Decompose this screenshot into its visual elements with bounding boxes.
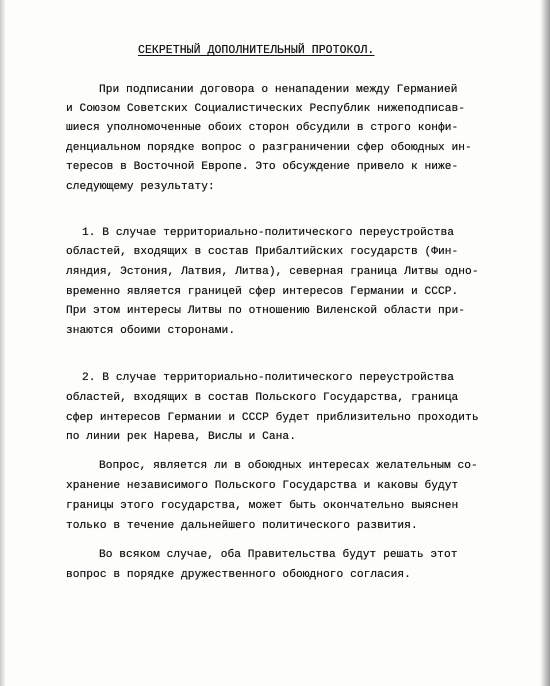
text-line: Во всяком случае, оба Правительства будут решать этот [99, 549, 458, 561]
text-line: вопрос в порядке дружественного обоюдного согласия. [66, 569, 411, 581]
text-line: областей, входящих в состав Польского Государства, граница [66, 392, 459, 404]
text-line: При подписании договора о ненападении между Германией [99, 84, 458, 96]
text-line: денциальном порядке вопрос о разграничении сфер обоюдных ин- [66, 142, 472, 154]
text-line: по линии рек Нарева, Вислы и Сана. [66, 431, 296, 443]
text-line: Вопрос, является ли в обоюдных интересах желательным со- [99, 460, 478, 472]
text-line: шиеся уполномоченные обоих сторон обсудили в строго конфи- [66, 122, 459, 134]
text-line: следующему результату: [66, 181, 215, 193]
text-line: При этом интересы Литвы по отношению Виленской области при- [66, 305, 466, 317]
document-title: СЕКРЕТНЫЙ ДОПОЛНИТЕЛЬНЫЙ ПРОТОКОЛ. [138, 44, 375, 57]
text-line: границы этого государства, может быть окончательно выяснен [66, 500, 459, 512]
text-line: ляндия, Эстония, Латвия, Литва), северная граница Литвы одно- [66, 266, 479, 278]
text-line: и Союзом Советских Социалистических Республик нижеподписав- [66, 103, 466, 115]
text-line: знаются обоими сторонами. [66, 325, 236, 337]
text-line: хранение независимого Польского Государства и каковы будут [66, 480, 459, 492]
text-line: тересов в Восточной Европе. Это обсуждение привело к ниже- [66, 161, 459, 173]
text-line: временно является границей сфер интересов Германии и СССР. [66, 286, 459, 298]
text-line: 2. В случае территориально-политического переустройства [82, 372, 454, 384]
text-line: 1. В случае территориально-политического переустройства [82, 227, 454, 239]
text-line: областей, входящих в состав Прибалтийских государств (Фин- [66, 246, 459, 258]
text-line: только в течение дальнейшего политического развития. [66, 520, 418, 532]
text-line: сфер интересов Германии и СССР будет приблизительно проходить [66, 412, 479, 424]
